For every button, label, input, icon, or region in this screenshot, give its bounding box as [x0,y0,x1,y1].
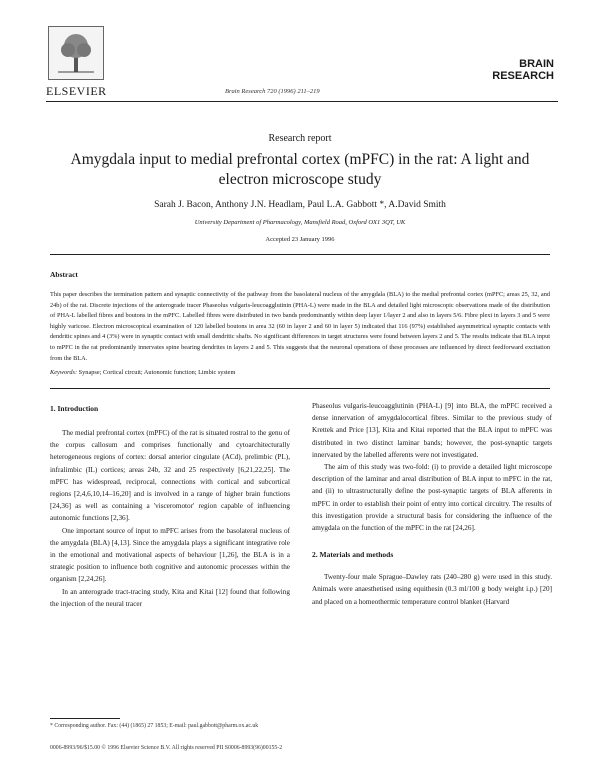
methods-body [312,571,552,608]
abstract-heading: Abstract [50,270,78,279]
right-paragraph-2: The aim of this study was two-fold: (i) to provide a detailed light microscope description of the laminar and areal distribution of BLA input to mPFC in the rat, and (ii) to ultrastructurally define the post-synaptic targets of BLA afferents in mPFC in order to establish their point of entry into cortical circuitry. The results of this investigation provide a structural basis for considering the influence of the amygdala on the function of the mPFC in the rat [24,26]. [312,463,552,533]
intro-body [50,427,290,610]
right-paragraph-1: Phaseolus vulgaris-leucoagglutinin (PHA-L) [9] into BLA, the mPFC received a dense innervation of amygdalocortical fibres. Similar to the previous study of Krettek and Price [13], Kita and Kitai reported that the BLA input to mPFC was distributed in two distinct laminar bands; however, the post-synaptic targets innervated by the labelled afferents were not investigated. [312,402,552,459]
intro-paragraph-2: One important source of input to mPFC arises from the basolateral nucleus of the amygdala (BLA) [4,13]. Since the amygdala plays a significant integrative role in the emotional and motivational aspects of behaviour [1,26], the BLA is in a strategic position to influence both cognitive and autonomic processes within the organism [2,24,26]. [50,526,290,584]
keywords-label: Keywords: [50,369,78,376]
accepted-date: Accepted 23 January 1996 [265,236,335,243]
footnote: * Corresponding author. Fax: (44) (1865) 27 1853; E-mail: paul.gabbott@pharm.ox.ac.uk [50,723,259,729]
title-line-1: Amygdala input to medial prefrontal cortex (mPFC) in the rat: A light and [70,151,530,168]
affiliation: University Department of Pharmacology, Mansfield Road, Oxford OX1 3QT, UK [194,219,406,226]
journal-title-line2: RESEARCH [492,70,554,82]
journal-title-line1: BRAIN [519,58,554,70]
left-column [50,400,290,610]
journal-citation: Brain Research 720 (1996) 211–219 [225,88,320,95]
intro-heading: 1. Introduction [50,404,99,413]
methods-paragraph-1: Twenty-four male Sprague–Dawley rats (240–280 g) were used in this study. Animals were anaesthetised using equithesin (0.3 ml/100 g body weight i.p.) [20] and placed on a homeothermic temperature control blanket (Harvard [312,573,552,606]
keywords-line [50,369,550,376]
right-column [312,400,552,608]
elsevier-logo [48,26,104,80]
title-line-2: electron microscope study [218,171,382,188]
article-title [40,150,560,190]
copyright-line: 0006-8993/96/$15.00 © 1996 Elsevier Science B.V. All rights reserved PII S0006-8993(96)00155-2 [50,745,283,751]
abstract-text: This paper describes the termination pattern and synaptic connectivity of the pathway from the basolateral nucleus of the amygdala (BLA) to the medial prefrontal cortex (mPFC; areas 25, 32, and 24b) of the rat. Discrete injections of the anterograde tracer Phaseolus vulgaris-leucoagglutinin (PHA-L) were made in the BLA and detailed light microscopic observations made of the distribution of PHA-L labelled fibres and boutons in the mPFC. Labelled fibres were distributed in two bands predominantly within deep layer 1/layer 2 and also in layers 5/6. Fibre plexi in layers 3 and 5 were highly varicose. Electron microscopical examination of 120 labelled boutons in area 32 (60 in layer 2 and 60 in layer 5) indicated that 116 (97%) established asymmetrical synaptic contacts with dendritic spines and 4 (3%) were in synaptic contact with small dendritic shafts. No significant differences in target structures were found between layers 2 and 5. The results indicate that BLA input to mPFC in the rat predominantly innervates spine bearing dendrites in layers 2 and 5. This suggests that the neuronal operations of these processes are influenced by direct feedforward excitation from the BLA. [50,291,550,362]
keywords-list: Synapse; Cortical circuit; Autonomic function; Limbic system [78,369,236,376]
intro-paragraph-1: The medial prefrontal cortex (mPFC) of the rat is situated rostral to the genu of the corpus callosum and comprises functionally and cytoarchitecturally heterogeneous regions of cortex: dorsal anterior cingulate (ACd), prelimbic (PL), infralimbic (IL) cortices; areas 24b, 32 and 25 respectively [6,21,22,25]. The mPFC has widespread, reciprocal, connections with cortical and subcortical regions [2,4,6,10,14–16,20] and is involved in a range of higher brain functions [24,36] as well as containing a 'visceromotor' region capable of influencing autonomic functions [2,36]. [50,429,290,523]
journal-title [462,58,554,82]
right-body-top [312,400,552,534]
abstract-top-rule [50,254,550,255]
publisher-name: ELSEVIER [46,84,107,98]
header-rule [46,101,558,102]
author-list: Sarah J. Bacon, Anthony J.N. Headlam, Paul L.A. Gabbott *, A.David Smith [154,200,446,210]
tree-logo-icon [54,32,98,74]
footnote-rule [50,718,120,719]
methods-heading: 2. Materials and methods [312,550,394,560]
intro-paragraph-3: In an anterograde tract-tracing study, Kita and Kitai [12] found that following the injection of the neural tracer [50,587,290,608]
section-label: Research report [268,133,332,144]
abstract-bottom-rule [50,388,550,389]
